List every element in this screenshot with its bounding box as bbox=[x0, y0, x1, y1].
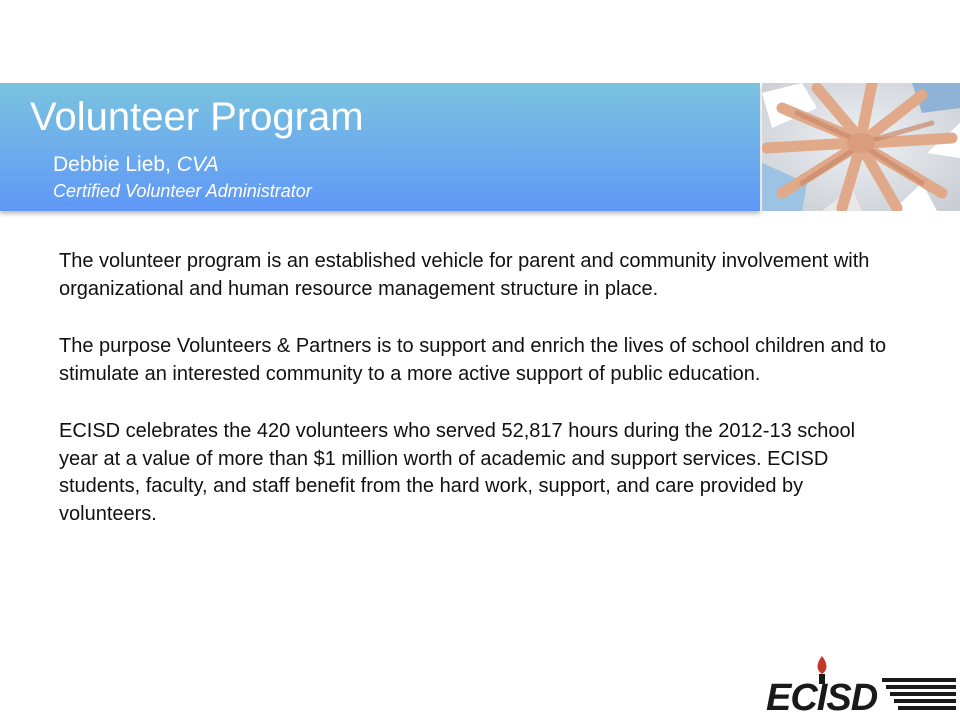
paragraph-celebration: ECISD celebrates the 420 volunteers who served 52,817 hours during the 2012-13 school year at a value of more than $1 million worth of academic and support services. ECISD students, faculty, and staff benefit from the hard work, support, and care provided by volunteers. bbox=[59, 420, 856, 525]
author-line bbox=[53, 153, 219, 177]
body-content bbox=[59, 248, 899, 558]
ecisd-logo bbox=[764, 652, 960, 720]
slide-title: Volunteer Program bbox=[30, 95, 364, 139]
logo-lettering: ECISD bbox=[766, 677, 878, 719]
team-hands-stack-icon bbox=[762, 83, 960, 211]
author-role: Certified Volunteer Administrator bbox=[53, 181, 312, 201]
ecisd-logo-icon bbox=[764, 652, 960, 720]
paragraph-program-description: The volunteer program is an established vehicle for parent and community involvement with organizational and human resource management structure in place. bbox=[59, 250, 870, 300]
team-hands-photo bbox=[762, 83, 960, 211]
author-credential: CVA bbox=[176, 153, 219, 176]
author-name: Debbie Lieb, bbox=[53, 153, 177, 176]
title-banner bbox=[0, 83, 760, 211]
paragraph-purpose: The purpose Volunteers & Partners is to support and enrich the lives of school children and to stimulate an interested community to a more active support of public education. bbox=[59, 335, 887, 385]
